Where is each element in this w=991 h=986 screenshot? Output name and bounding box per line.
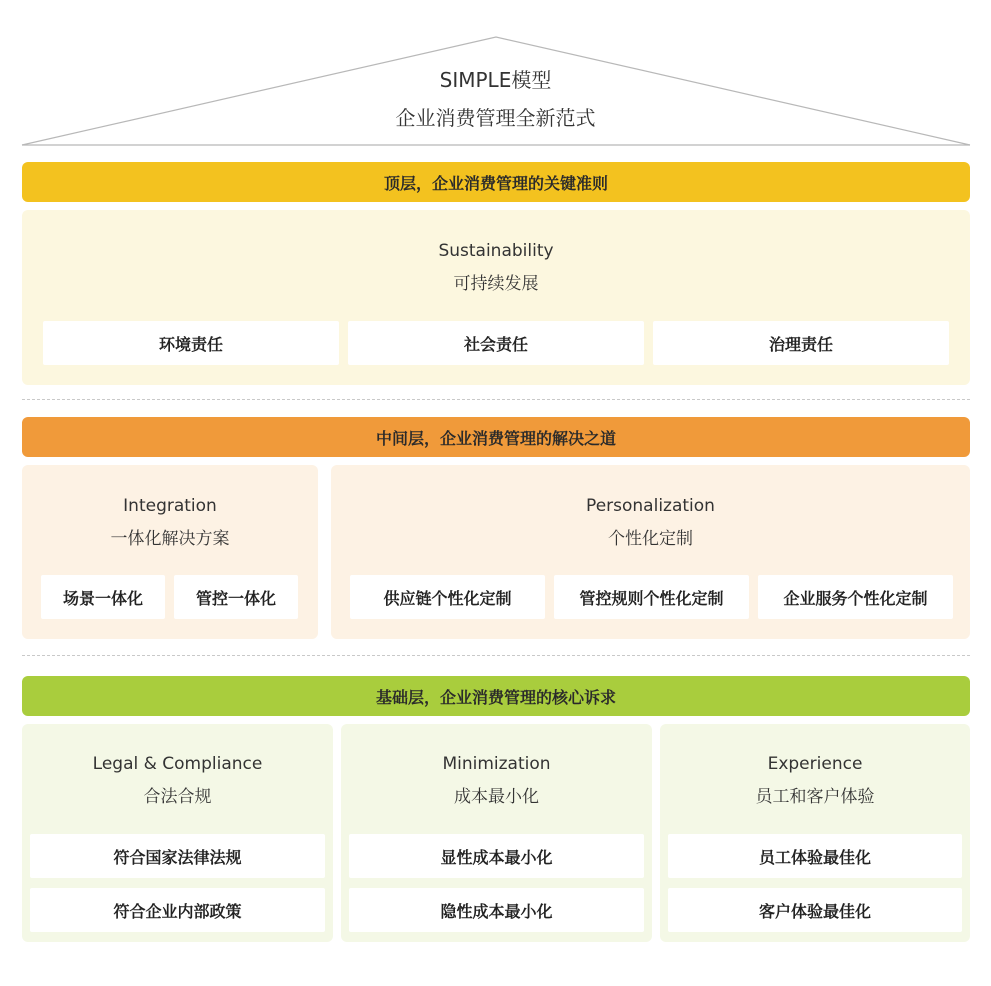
supply-chain-personalization-box: 供应链个性化定制	[350, 575, 545, 619]
enterprise-service-personalization-box: 企业服务个性化定制	[758, 575, 953, 619]
middle-layer-band: 中间层，企业消费管理的解决之道	[22, 417, 970, 457]
sustainability-title-cn: 可持续发展	[453, 274, 539, 294]
base-layer-band: 基础层，企业消费管理的核心诉求	[22, 676, 970, 716]
sustainability-panel	[22, 210, 970, 385]
internal-policy-compliance-box: 符合企业内部政策	[30, 888, 325, 932]
minimization-panel	[341, 724, 652, 942]
integration-panel	[22, 465, 318, 639]
environment-responsibility-box: 环境责任	[43, 321, 339, 365]
control-rules-personalization-box: 管控规则个性化定制	[554, 575, 749, 619]
legal-compliance-title-cn: 合法合规	[143, 787, 212, 807]
model-subtitle: 企业消费管理全新范式	[395, 106, 596, 130]
experience-panel	[660, 724, 970, 942]
experience-title-cn: 员工和客户体验	[755, 787, 875, 807]
integration-title-en: Integration	[123, 496, 217, 516]
control-integration-box: 管控一体化	[174, 575, 298, 619]
personalization-title-cn: 个性化定制	[608, 529, 693, 549]
social-responsibility-box: 社会责任	[348, 321, 644, 365]
minimization-title-en: Minimization	[442, 754, 551, 774]
customer-experience-box: 客户体验最佳化	[668, 888, 962, 932]
personalization-title-en: Personalization	[586, 496, 715, 516]
minimization-title-cn: 成本最小化	[454, 787, 539, 807]
layer-divider	[22, 399, 970, 400]
integration-title-cn: 一体化解决方案	[110, 529, 230, 549]
sustainability-title-en: Sustainability	[438, 241, 554, 261]
employee-experience-box: 员工体验最佳化	[668, 834, 962, 878]
explicit-cost-minimization-box: 显性成本最小化	[349, 834, 644, 878]
legal-compliance-panel	[22, 724, 333, 942]
model-title: SIMPLE模型	[439, 68, 552, 92]
experience-title-en: Experience	[767, 754, 863, 774]
layer-divider	[22, 655, 970, 656]
top-layer-band: 顶层，企业消费管理的关键准则	[22, 162, 970, 202]
legal-compliance-title-en: Legal & Compliance	[92, 754, 263, 774]
implicit-cost-minimization-box: 隐性成本最小化	[349, 888, 644, 932]
governance-responsibility-box: 治理责任	[653, 321, 949, 365]
scenario-integration-box: 场景一体化	[41, 575, 165, 619]
national-law-compliance-box: 符合国家法律法规	[30, 834, 325, 878]
personalization-panel	[331, 465, 970, 639]
